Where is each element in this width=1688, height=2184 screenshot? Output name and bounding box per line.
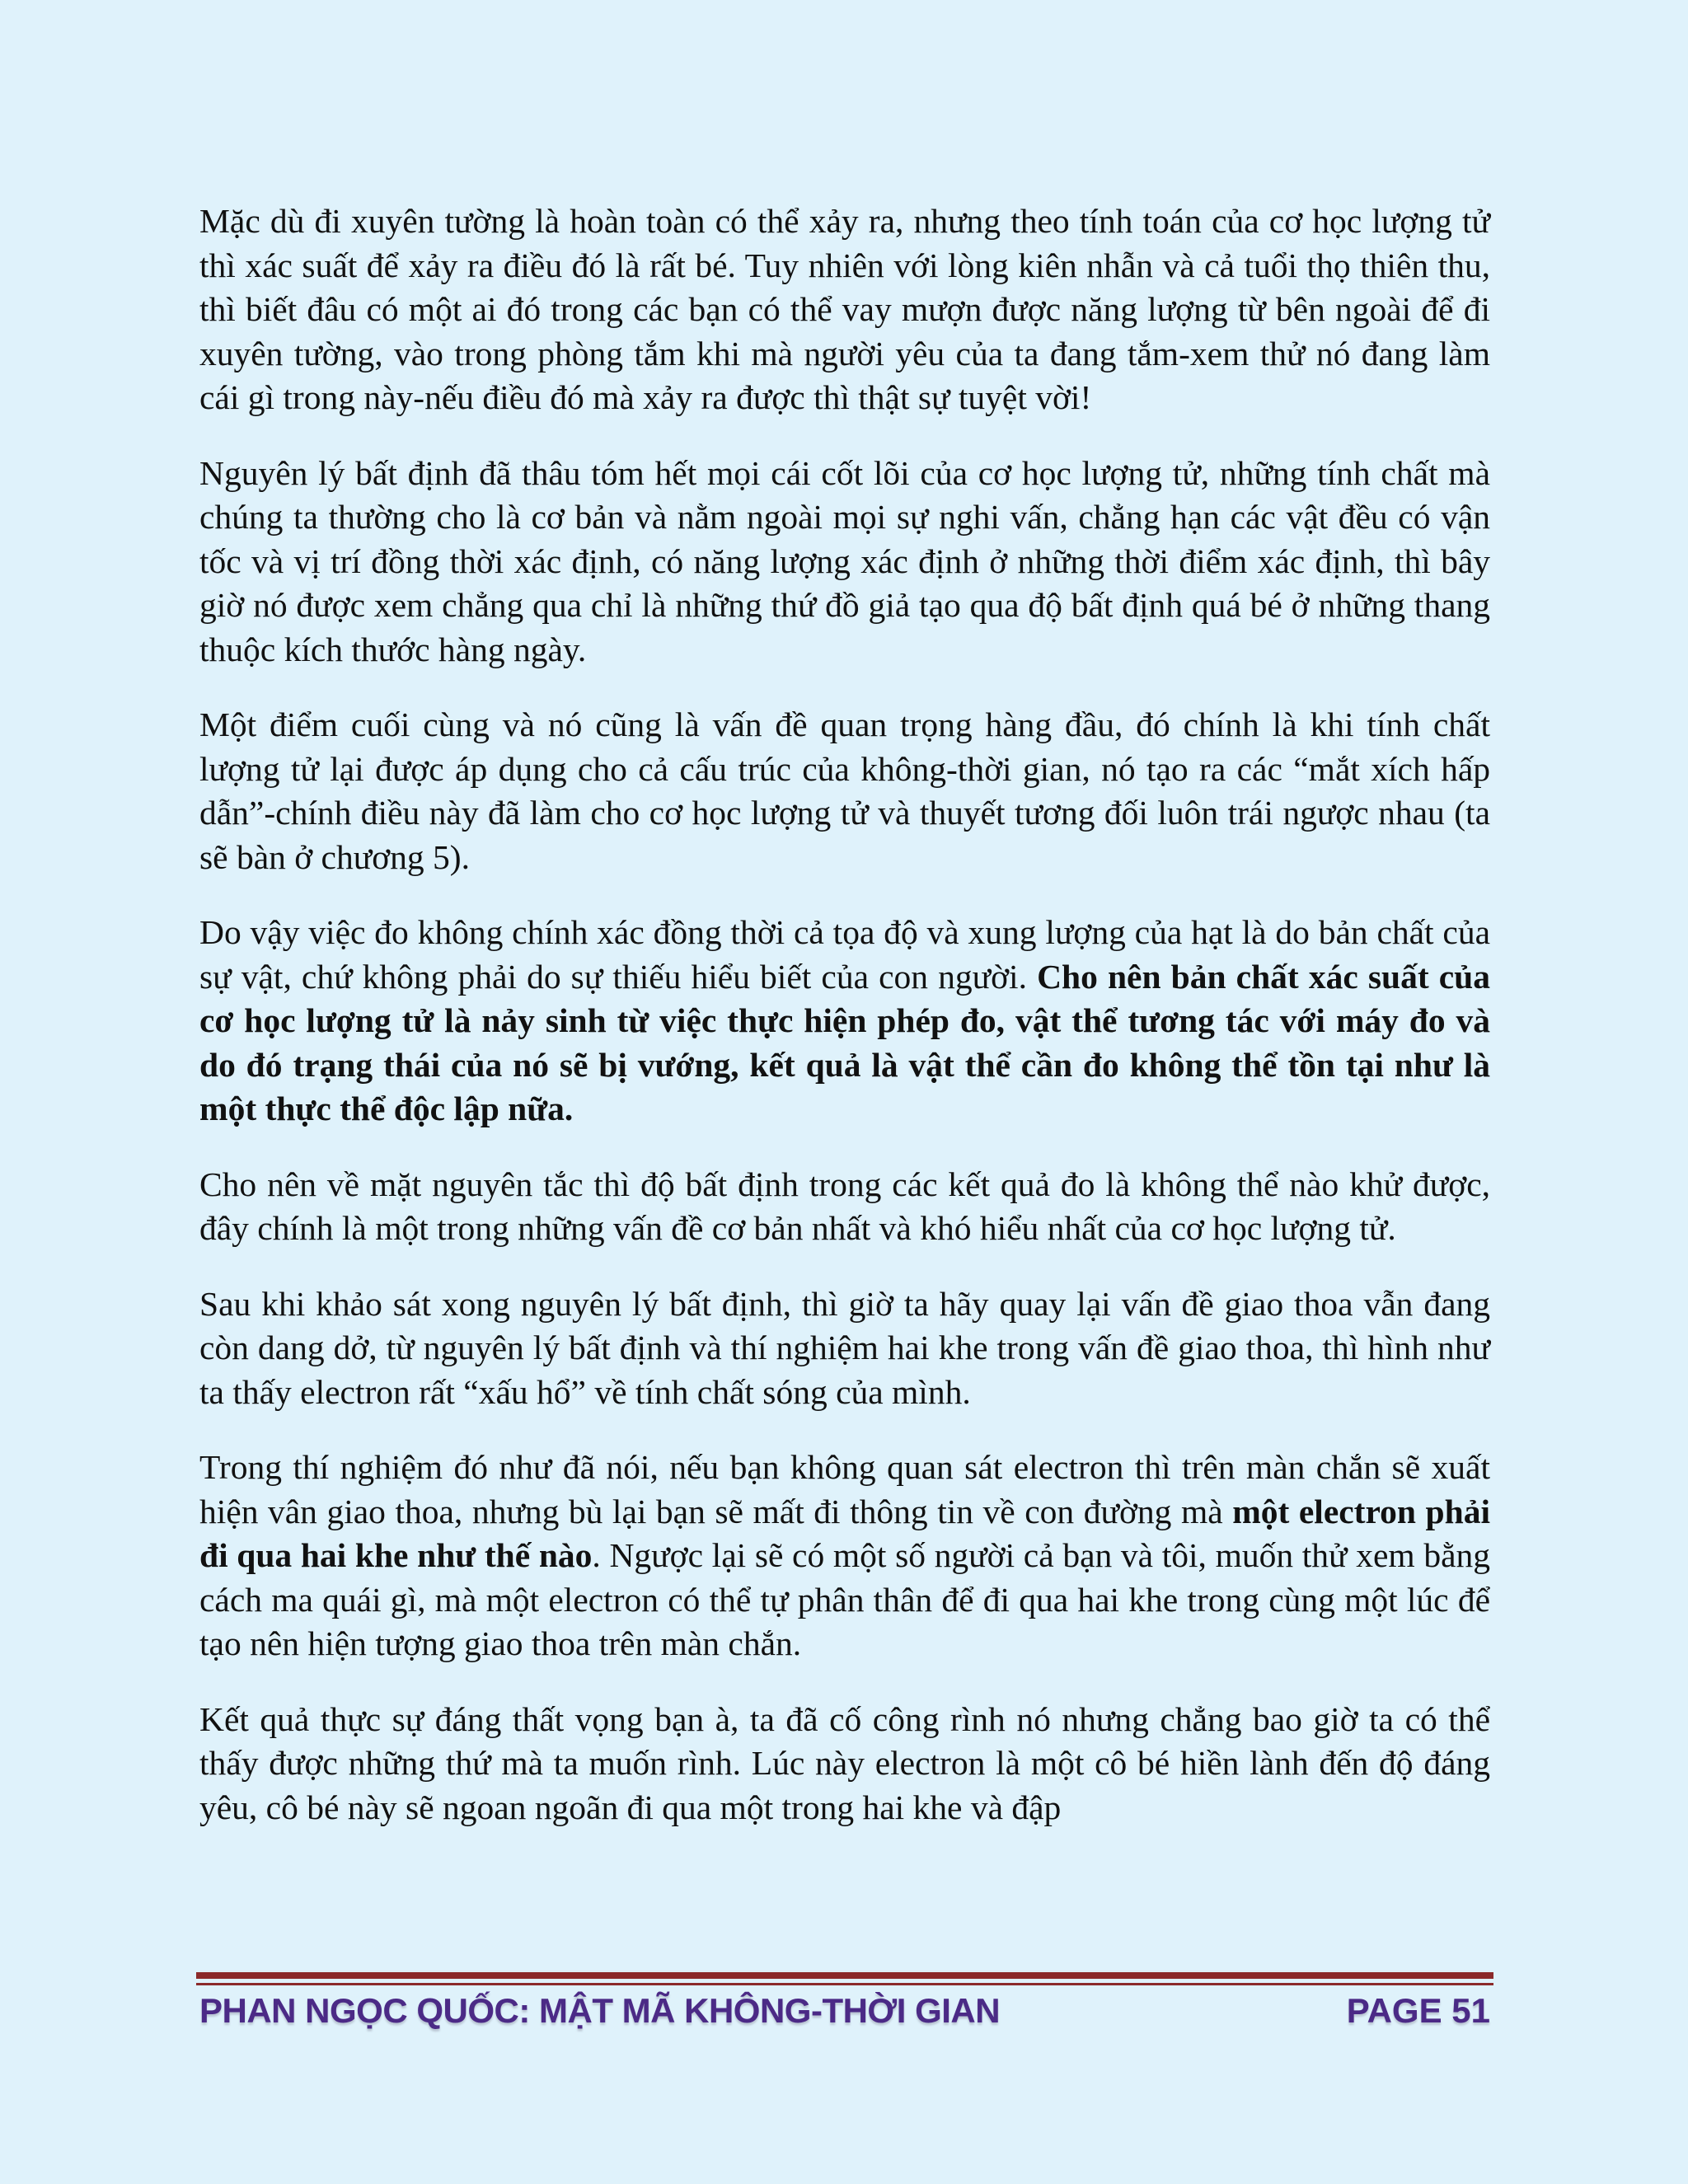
paragraph-2 — [199, 452, 1490, 673]
paragraph-1 — [199, 199, 1490, 420]
text-segment: Trong thí nghiệm đó như đã nói, nếu bạn không quan sát electron thì trên màn chắn sẽ xuất hiện vân giao thoa, nhưng bù lại bạn sẽ mất đi thông tin về con đường mà — [199, 1448, 1490, 1530]
bold-text-segment: Cho nên bản chất xác suất của cơ học lượng tử là nảy sinh từ việc thực hiện phép đo, vật thể tương tác với máy đo và do đó trạng thái của nó sẽ bị vướng, kết quả là vật thể cần đo không thể tồn tại như là một thực thể độc lập nữa. — [199, 957, 1491, 1127]
paragraph-5 — [199, 1163, 1490, 1251]
footer-book-title: PHAN NGỌC QUỐC: MẬT MÃ KHÔNG-THỜI GIAN — [199, 1991, 1001, 2030]
footer-rule-thin — [196, 1983, 1493, 1985]
body-text — [199, 199, 1490, 1861]
text-segment: Mặc dù đi xuyên tường là hoàn toàn có thể xảy ra, nhưng theo tính toán của cơ học lượng tử thì xác suất để xảy ra điều đó là rất bé. Tuy nhiên với lòng kiên nhẫn và cả tuổi thọ thiên thu, thì biết đâu có một ai đó trong các bạn có thể vay mượn được năng lượng từ bên ngoài để đi xuyên tường, vào trong phòng tắm khi mà người yêu của ta đang tắm-xem thử nó đang làm cái gì trong này-nếu điều đó mà xảy ra được thì thật sự tuyệt vời! — [199, 202, 1490, 416]
paragraph-8 — [199, 1698, 1490, 1830]
footer-page-number: PAGE 51 — [1346, 1991, 1490, 2030]
text-segment: Một điểm cuối cùng và nó cũng là vấn đề quan trọng hàng đầu, đó chính là khi tính chất lượng tử lại được áp dụng cho cả cấu trúc của không-thời gian, nó tạo ra các “mắt xích hấp dẫn”-chính điều này đã làm cho cơ học lượng tử và thuyết tương đối luôn trái ngược nhau (ta sẽ bàn ở chương 5). — [199, 705, 1490, 876]
text-segment: Cho nên về mặt nguyên tắc thì độ bất định trong các kết quả đo là không thể nào khử được, đây chính là một trong những vấn đề cơ bản nhất và khó hiểu nhất của cơ học lượng tử. — [199, 1165, 1490, 1247]
text-segment: Do vậy việc đo không chính xác đồng thời cả tọa độ và xung lượng của hạt là do bản chất của sự vật, chứ không phải do sự thiếu hiểu biết của con người. — [199, 913, 1490, 996]
paragraph-6 — [199, 1282, 1490, 1415]
paragraph-3 — [199, 703, 1490, 879]
text-segment: . Ngược lại sẽ có một số người cả bạn và tôi, muốn thử xem bằng cách ma quái gì, mà một electron có thể tự phân thân để đi qua hai khe trong cùng một lúc để tạo nên hiện tượng giao thoa trên màn chắn. — [199, 1536, 1490, 1662]
paragraph-4 — [199, 911, 1490, 1132]
text-segment: Kết quả thực sự đáng thất vọng bạn à, ta đã cố công rình nó nhưng chẳng bao giờ ta có thể thấy được những thứ mà ta muốn rình. Lúc này electron là một cô bé hiền lành đến độ đáng yêu, cô bé này sẽ ngoan ngoãn đi qua một trong hai khe và đập — [199, 1699, 1490, 1826]
footer-rule-thick — [196, 1972, 1493, 1979]
text-segment: Nguyên lý bất định đã thâu tóm hết mọi cái cốt lõi của cơ học lượng tử, những tính chất mà chúng ta thường cho là cơ bản và nằm ngoài mọi sự nghi vấn, chẳng hạn các vật đều có vận tốc và vị trí đồng thời xác định, có năng lượng xác định ở những thời điểm xác định, thì bây giờ nó được xem chẳng qua chỉ là những thứ đồ giả tạo qua độ bất định quá bé ở những thang thuộc kích thước hàng ngày. — [199, 453, 1490, 668]
text-segment: Sau khi khảo sát xong nguyên lý bất định, thì giờ ta hãy quay lại vấn đề giao thoa vẫn đang còn dang dở, từ nguyên lý bất định và thí nghiệm hai khe trong vấn đề giao thoa, thì hình như ta thấy electron rất “xấu hổ” về tính chất sóng của mình. — [199, 1284, 1490, 1411]
bold-text-segment: một electron phải đi qua hai khe như thế nào — [199, 1492, 1490, 1574]
paragraph-7 — [199, 1446, 1490, 1666]
